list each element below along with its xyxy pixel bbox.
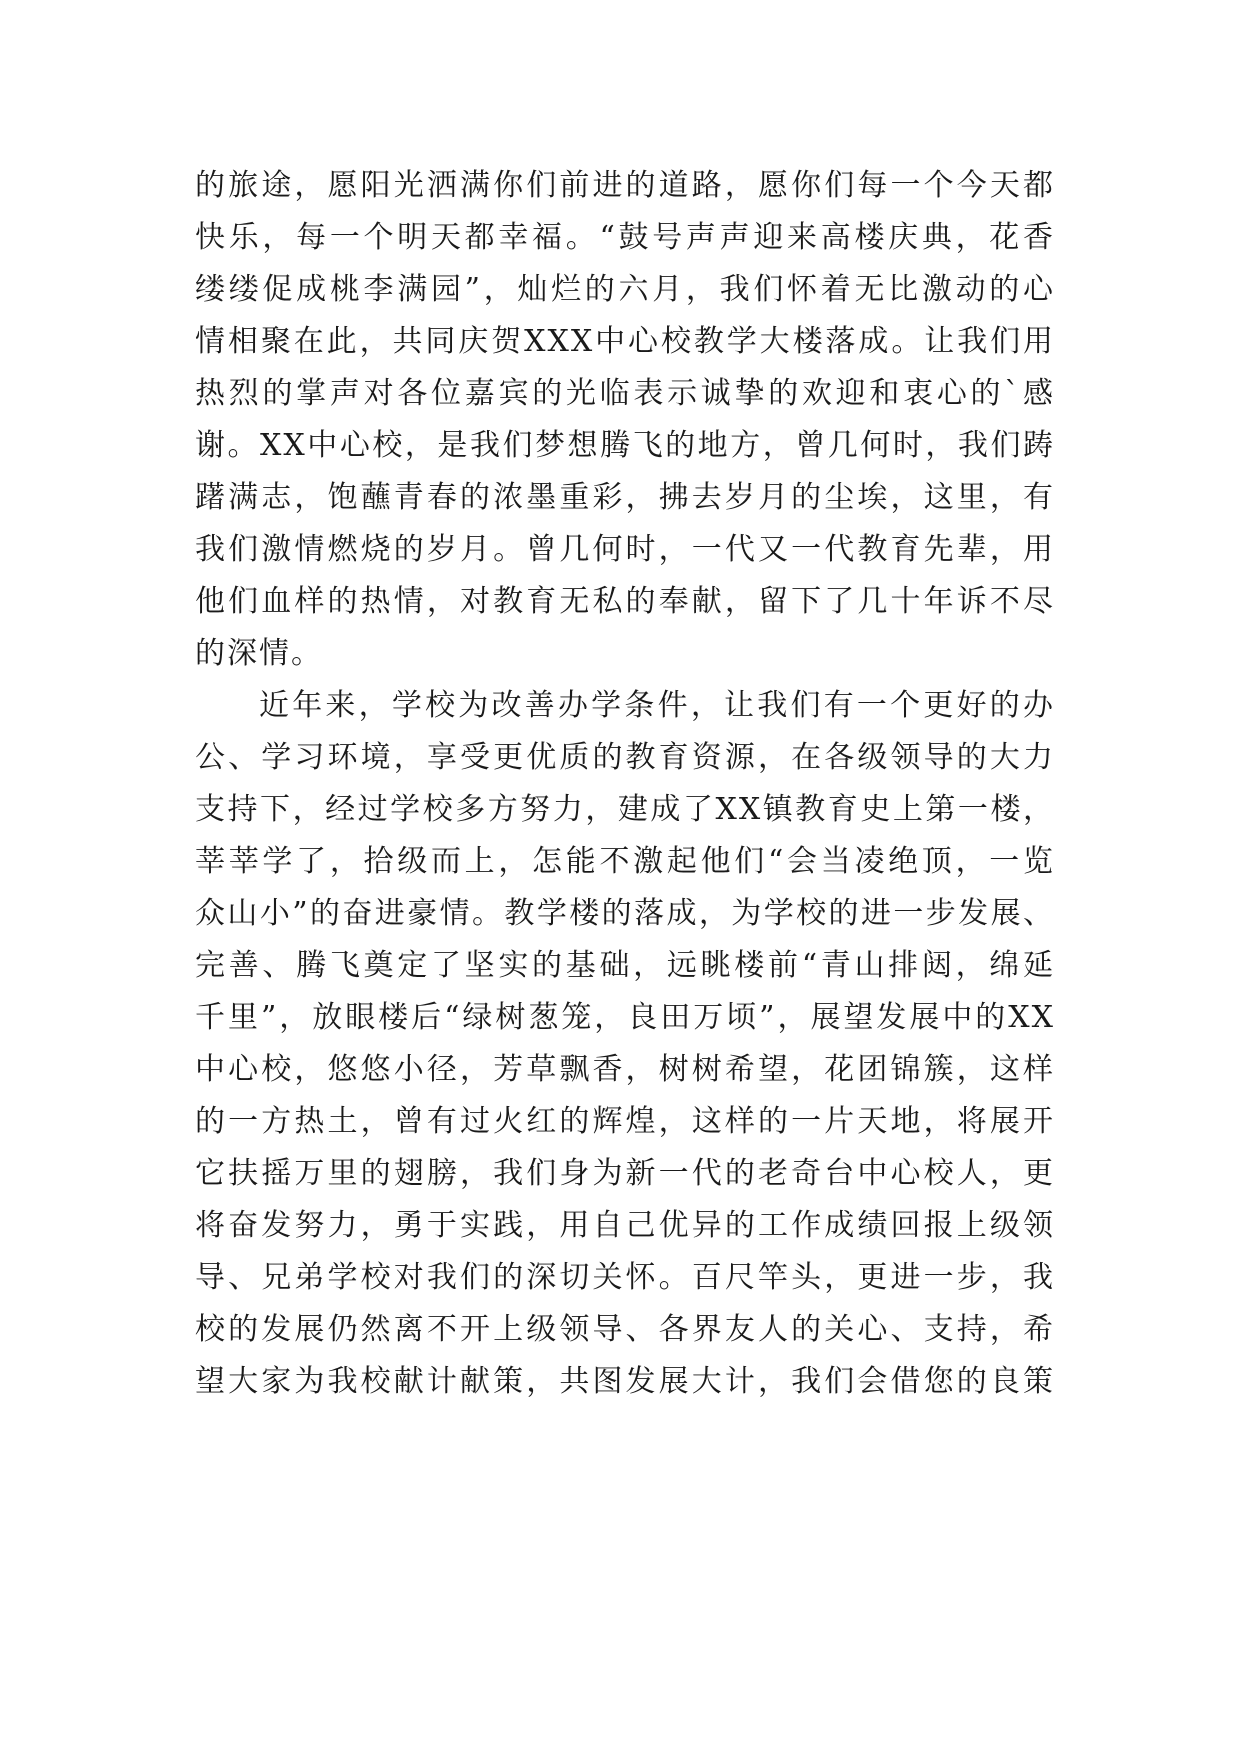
text-line: 我们激情燃烧的岁月。曾几何时，一代又一代教育先辈，用 — [195, 532, 1055, 567]
text-line: 躇满志，饱蘸青春的浓墨重彩，拂去岁月的尘埃，这里，有 — [195, 480, 1055, 515]
document-body — [195, 160, 1055, 1408]
text-line: 完善、腾飞奠定了坚实的基础，远眺楼前“青山排闼，绵延 — [195, 948, 1055, 983]
text-line: 中心校，悠悠小径，芳草飘香，树树希望，花团锦簇，这样 — [195, 1052, 1055, 1087]
text-line: 热烈的掌声对各位嘉宾的光临表示诚挚的欢迎和衷心的`感 — [195, 376, 1055, 411]
text-line: 谢。XX中心校，是我们梦想腾飞的地方，曾几何时，我们踌 — [195, 428, 1055, 463]
text-line: 近年来，学校为改善办学条件，让我们有一个更好的办 — [259, 688, 1055, 723]
text-line: 情相聚在此，共同庆贺XXX中心校教学大楼落成。让我们用 — [195, 324, 1055, 359]
text-line: 校的发展仍然离不开上级领导、各界友人的关心、支持，希 — [195, 1312, 1055, 1347]
text-line: 望大家为我校献计献策，共图发展大计，我们会借您的良策 — [195, 1364, 1055, 1399]
text-line: 导、兄弟学校对我们的深切关怀。百尺竿头，更进一步，我 — [195, 1260, 1055, 1295]
text-line: 快乐，每一个明天都幸福。“鼓号声声迎来高楼庆典，花香 — [195, 220, 1055, 255]
text-line: 缕缕促成桃李满园”，灿烂的六月，我们怀着无比激动的心 — [195, 272, 1055, 307]
text-line: 他们血样的热情，对教育无私的奉献，留下了几十年诉不尽 — [195, 584, 1055, 619]
text-line: 将奋发努力，勇于实践，用自己优异的工作成绩回报上级领 — [195, 1208, 1055, 1243]
text-line: 支持下，经过学校多方努力，建成了XX镇教育史上第一楼， — [195, 792, 1055, 827]
text-line: 的一方热土，曾有过火红的辉煌，这样的一片天地，将展开 — [195, 1104, 1055, 1139]
text-line: 众山小”的奋进豪情。教学楼的落成，为学校的进一步发展、 — [195, 896, 1055, 931]
text-line: 公、学习环境，享受更优质的教育资源，在各级领导的大力 — [195, 740, 1055, 775]
text-line: 千里”，放眼楼后“绿树葱笼，良田万顷”，展望发展中的XX — [195, 1000, 1055, 1035]
text-line: 的深情。 — [195, 636, 323, 671]
text-line: 它扶摇万里的翅膀，我们身为新一代的老奇台中心校人，更 — [195, 1156, 1055, 1191]
text-line: 莘莘学了，拾级而上，怎能不激起他们“会当凌绝顶，一览 — [195, 844, 1055, 879]
text-line: 的旅途，愿阳光洒满你们前进的道路，愿你们每一个今天都 — [195, 168, 1055, 203]
